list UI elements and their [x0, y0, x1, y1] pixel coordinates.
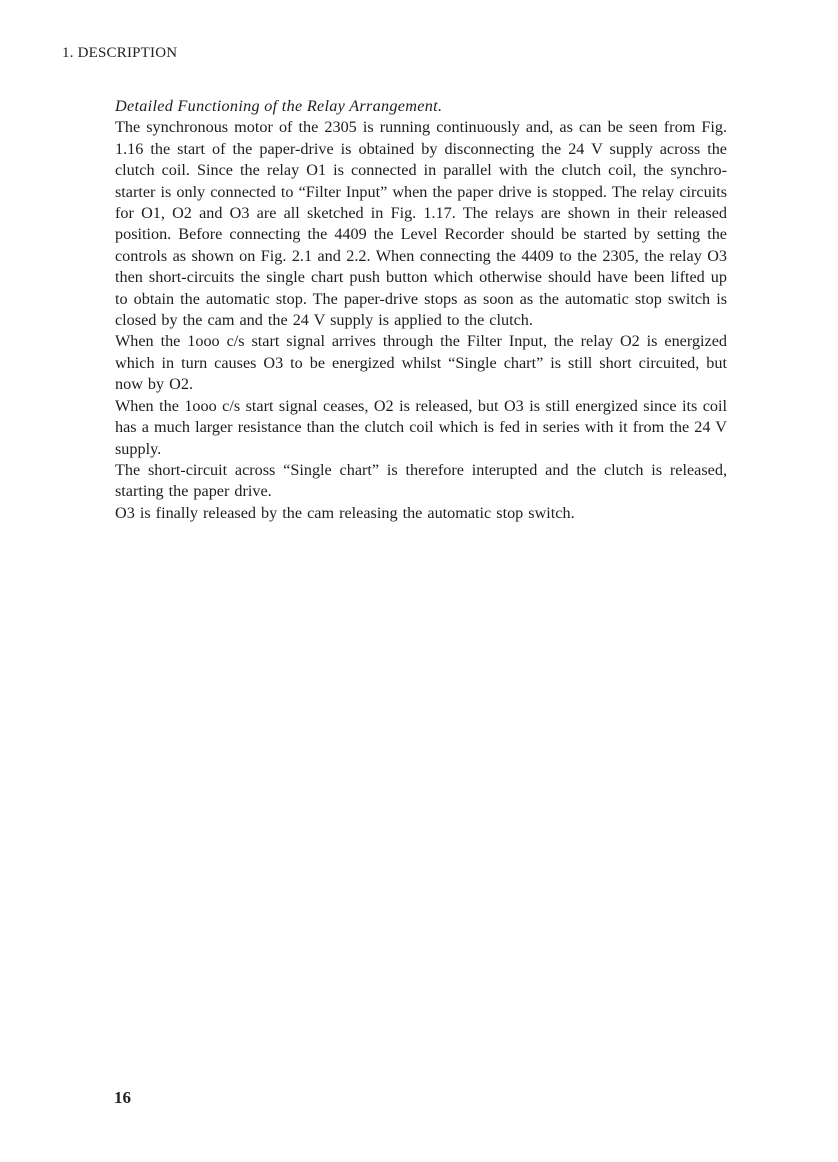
paragraph-short-circuit-interrupted: The short-circuit across “Single chart” is therefore interupted and the clutch is released, starting the paper drive.	[115, 460, 727, 501]
paragraph-synchronous-motor: The synchronous motor of the 2305 is running continuously and, as can be seen from Fig. 1.16 the start of the paper-drive is obtained by disconnecting the 24 V supply across the clutch coil. Since the relay O1 is connected in parallel with the clutch coil, the synchro-starter is only connected to “Filter Input” when the paper drive is stopped. The relay circuits for O1, O2 and O3 are all sketched in Fig. 1.17. The relays are shown in their released position. Before connecting the 4409 the Level Recorder should be started by setting the controls as shown on Fig. 2.1 and 2.2. When connecting the 4409 to the 2305, the relay O3 then short-circuits the single chart push button which otherwise should have been lifted up to obtain the automatic stop. The paper-drive stops as soon as the automatic stop switch is closed by the cam and the 24 V supply is applied to the clutch.	[115, 118, 727, 330]
running-header: 1. DESCRIPTION	[62, 45, 178, 61]
paragraph-start-signal-arrives: When the 1ooo c/s start signal arrives through the Filter Input, the relay O2 is energized which in turn causes O3 to be energized whilst “Single chart” is still short circuited, but now by O2.	[115, 332, 727, 394]
paragraph-o3-released: O3 is finally released by the cam releasing the automatic stop switch.	[115, 503, 575, 522]
section-body	[115, 96, 727, 524]
section-heading: Detailed Functioning of the Relay Arrangement.	[115, 97, 443, 115]
paragraph-start-signal-ceases: When the 1ooo c/s start signal ceases, O2 is released, but O3 is still energized since its coil has a much larger resistance than the clutch coil which is fed in series with it from the 24 V supply.	[115, 396, 727, 458]
page-number: 16	[114, 1088, 131, 1107]
